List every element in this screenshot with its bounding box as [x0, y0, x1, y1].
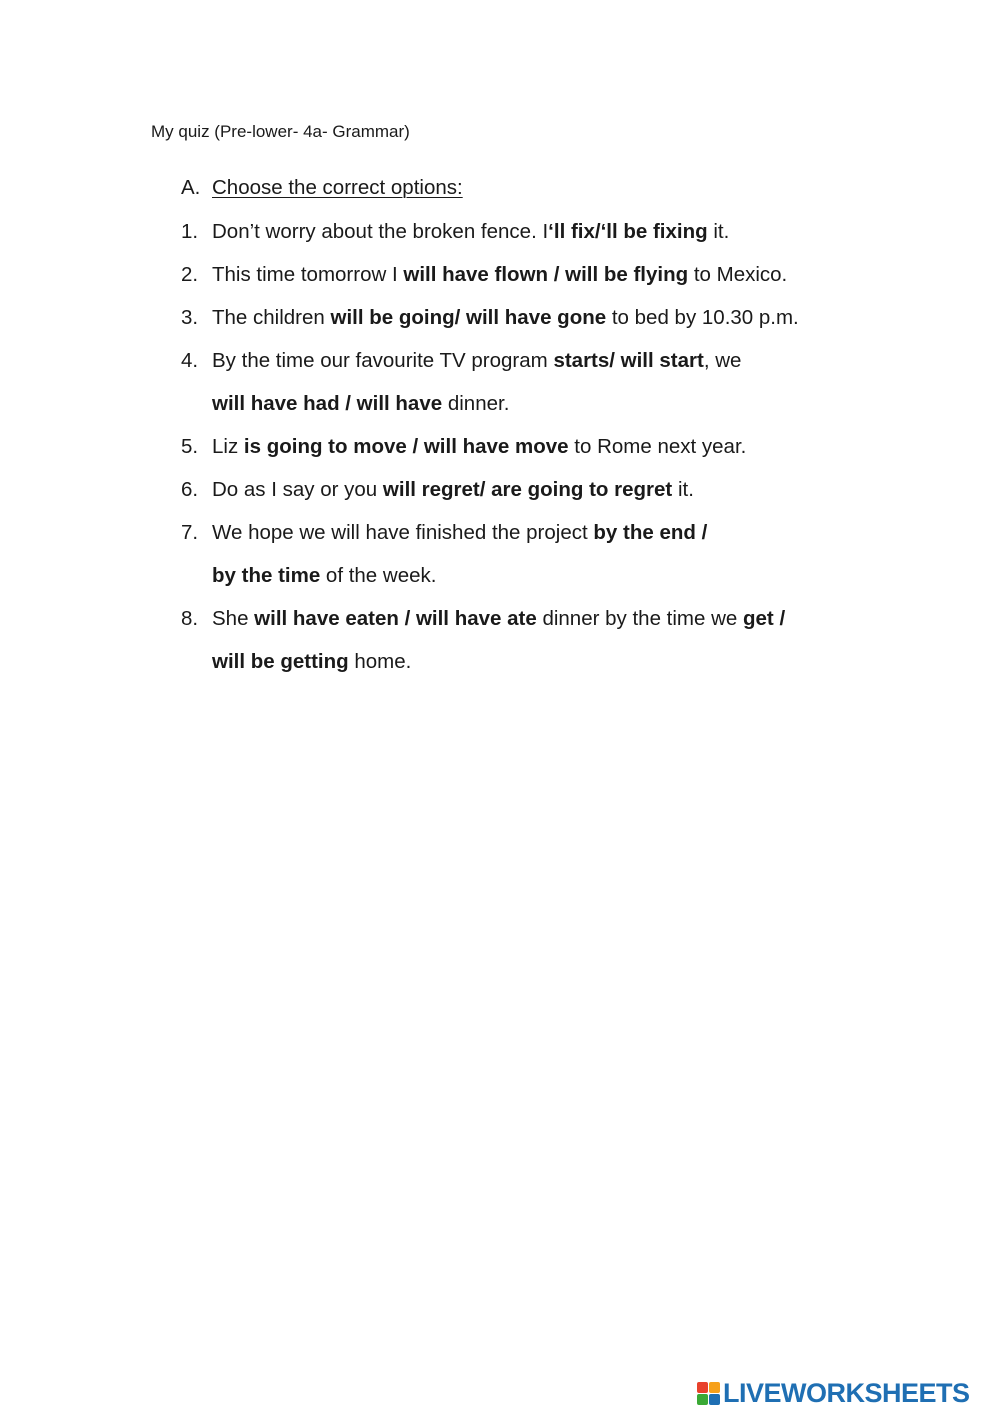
- question-line: [212, 305, 799, 331]
- question-line: [212, 434, 746, 460]
- question-line: [212, 262, 787, 288]
- liveworksheets-logo[interactable]: [697, 1378, 970, 1408]
- question-line: [212, 219, 729, 245]
- question-line: [212, 520, 707, 546]
- question-number: 5.: [181, 435, 199, 458]
- question-text: We hope we will have finished the project: [212, 521, 594, 544]
- question-number: 2.: [181, 263, 199, 286]
- logo-square: [697, 1382, 708, 1393]
- question-line: [212, 649, 411, 675]
- question-text: Don’t worry about the broken fence. I: [212, 220, 549, 243]
- question-text: dinner.: [442, 392, 510, 415]
- answer-options: is going to move / will have move: [243, 435, 569, 458]
- answer-options: will have eaten / will have ate: [254, 607, 537, 630]
- question-text: dinner by the time we: [536, 607, 743, 630]
- question-text: Do as I say or you: [212, 478, 383, 501]
- answer-options: will have flown / will be flying: [403, 263, 689, 286]
- question-text: to bed by 10.30 p.m.: [606, 306, 799, 329]
- liveworksheets-logo-icon: [697, 1382, 720, 1405]
- answer-options: by the time: [212, 564, 321, 587]
- answer-options: ‘ll fix/‘ll be fixing: [548, 220, 708, 243]
- question-text: to Rome next year.: [568, 435, 747, 458]
- question-text: it.: [707, 220, 730, 243]
- question-text: She: [212, 607, 255, 630]
- question-text: it.: [672, 478, 694, 501]
- question-line: [212, 477, 694, 503]
- question-text: This time tomorrow I: [212, 263, 404, 286]
- answer-options: will have had / will have: [212, 392, 443, 415]
- question-text: to Mexico.: [688, 263, 788, 286]
- question-line: [212, 563, 436, 589]
- answer-options: will be going/ will have gone: [330, 306, 607, 329]
- page-title: My quiz (Pre-lower- 4a- Grammar): [151, 122, 410, 141]
- logo-square: [709, 1394, 720, 1405]
- question-text: By the time our favourite TV program: [212, 349, 554, 372]
- question-line: [212, 606, 785, 632]
- logo-square: [697, 1394, 708, 1405]
- answer-options: will regret/ are going to regret: [382, 478, 673, 501]
- question-text: , we: [703, 349, 742, 372]
- question-number: 6.: [181, 478, 199, 501]
- question-number: 7.: [181, 521, 199, 544]
- question-text: The children: [212, 306, 331, 329]
- question-text: home.: [348, 650, 412, 673]
- question-number: 1.: [181, 220, 199, 243]
- section-heading: Choose the correct options:: [212, 176, 463, 199]
- question-number: 4.: [181, 349, 199, 372]
- question-line: [212, 348, 741, 374]
- answer-options: by the end /: [593, 521, 708, 544]
- answer-options: get /: [743, 607, 786, 630]
- answer-options: will be getting: [212, 650, 349, 673]
- question-number: 3.: [181, 306, 199, 329]
- question-line: [212, 391, 509, 417]
- logo-text: LIVEWORKSHEETS: [723, 1378, 970, 1408]
- question-text: of the week.: [320, 564, 437, 587]
- question-number: 8.: [181, 607, 199, 630]
- logo-square: [709, 1382, 720, 1393]
- question-text: Liz: [212, 435, 244, 458]
- section-marker: A.: [181, 176, 201, 199]
- answer-options: starts/ will start: [553, 349, 704, 372]
